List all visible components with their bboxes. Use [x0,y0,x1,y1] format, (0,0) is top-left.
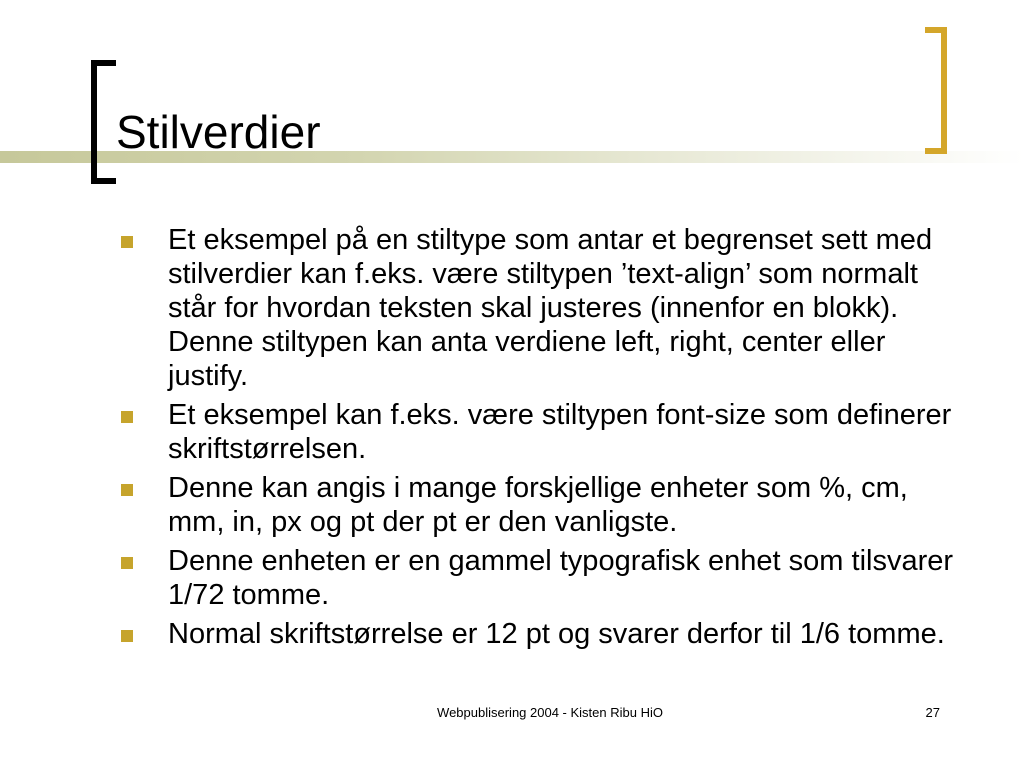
bullet-item [118,223,958,393]
square-bullet-icon [121,630,133,642]
right-bracket-decoration [925,27,947,154]
bullet-text: Et eksempel kan f.eks. være stiltypen font-size som definerer skriftstørrelsen. [168,399,952,465]
bullet-item [118,398,958,466]
page-number: 27 [925,705,940,720]
square-bullet-icon [121,484,133,496]
bullet-item [118,617,958,651]
bullet-item [118,471,958,539]
square-bullet-icon [121,557,133,569]
left-bracket-decoration [91,60,116,184]
slide-footer: Webpublisering 2004 - Kisten Ribu HiO [437,705,663,720]
square-bullet-icon [121,236,133,248]
bullet-list [118,223,958,656]
bullet-text: Denne enheten er en gammel typografisk enhet som tilsvarer 1/72 tomme. [168,545,954,611]
bullet-text: Denne kan angis i mange forskjellige enheter som %, cm, mm, in, px og pt der pt er den vanligste. [168,472,908,538]
slide-title: Stilverdier [116,106,321,158]
bullet-text: Et eksempel på en stiltype som antar et begrenset sett med stilverdier kan f.eks. være stiltypen ’text-align’ som normalt står for hvordan teksten skal justeres (innenfor en blokk). Denne stiltypen kan anta verdiene left, right, center eller justify. [168,224,933,392]
square-bullet-icon [121,411,133,423]
bullet-text: Normal skriftstørrelse er 12 pt og svarer derfor til 1/6 tomme. [168,618,945,650]
bullet-item [118,544,958,612]
